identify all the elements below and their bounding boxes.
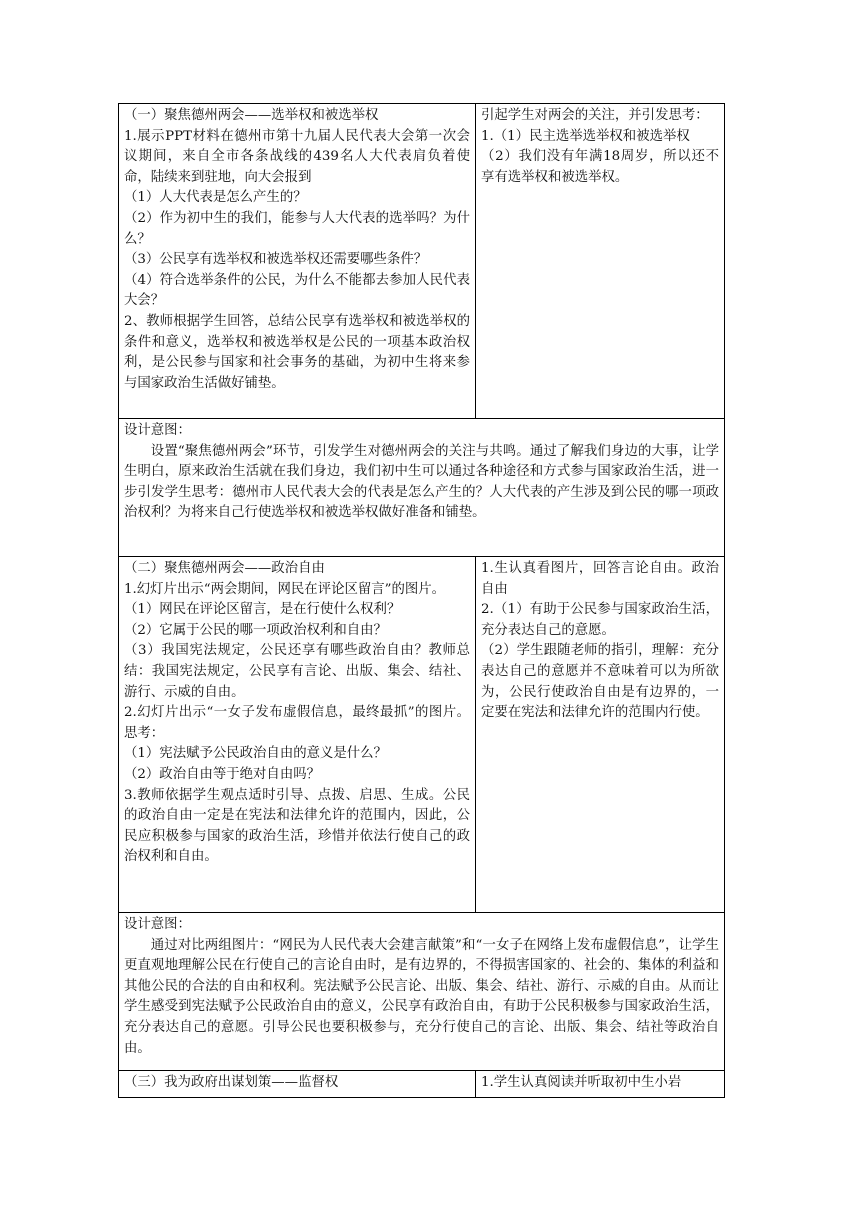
question-item: （4）符合选举条件的公民，为什么不能都去参加人民代表大会？ [124,272,470,309]
design-intent-body: 设置“聚焦德州两会”环节，引发学生对德州两会的关注与共鸣。通过了解我们身边的大事，让学生明白，原来政治生活就在我们身边，我们初中生可以通过各种途径和方式参与国家政治生活，进一步引发学生思考：德州市人民代表大会的代表是怎么产生的？人大代表的产生涉及到公民的哪一项政治权利？为将来自己行使选举权和被选举权做好准备和铺垫。 [124,443,719,521]
question-item: （3）我国宪法规定，公民还享有哪些政治自由？教师总结：我国宪法规定，公民享有言论、出版、集会、结社、游行、示威的自由。 [124,643,470,700]
student-response-cell [476,557,725,913]
activity-text: 2、教师根据学生回答，总结公民享有选举权和被选举权的条件和意义，选举权和被选举权是公民的一项基本政治权利，是公民参与国家和社会事务的基础，为初中生将来参与国家政治生活做好铺垫。 [124,313,470,391]
design-intent-title: 设计意图： [124,423,191,438]
question-item: （1）网民在评论区留言，是在行使什么权利？ [124,602,401,618]
question-item: （3）公民享有选举权和被选举权还需要哪些条件？ [124,252,428,268]
response-text: （2）我们没有年满18周岁，所以还不享有选举权和被选举权。 [481,149,719,185]
response-text: 2.（1）有助于公民参与国家政治生活，充分表达自己的意愿。 [481,602,719,638]
question-item: （2）作为初中生的我们，能参与人大代表的选举吗？为什么？ [124,210,470,247]
section-heading: （二）聚焦德州两会——政治自由 [124,561,325,576]
table-row [119,557,725,913]
lesson-plan-table [118,103,725,1098]
table-row [119,913,725,1071]
design-intent-title: 设计意图： [124,917,191,932]
response-text: 1.（1）民主选举选举权和被选举权 [481,128,690,144]
design-intent-body: 通过对比两组图片：“网民为人民代表大会建言献策”和“一女子在网络上发布虚假信息”，让学生更直观地理解公民在行使自己的言论自由时，是有边界的，不得损害国家的、社会的、集体的利益和其他公民的合法的自由和权利。宪法赋予公民言论、出版、集会、结社、游行、示威的自由。从而让学生感受到宪法赋予公民政治自由的意义，公民享有政治自由，有助于公民积极参与国家政治生活，充分表达自己的意愿。引导公民也要积极参与，充分行使自己的言论、出版、集会、结社等政治自由。 [124,937,719,1056]
response-text: 引起学生对两会的关注，并引发思考： [481,108,709,123]
table-row [119,1071,725,1098]
activity-text: 1.幻灯片出示“两会期间，网民在评论区留言”的图片。 [124,581,446,597]
activity-text: 2.幻灯片出示“一女子发布虚假信息，最终最抓”的图片。思考： [124,705,470,741]
response-text: 1.生认真看图片，回答言论自由。政治自由 [481,561,719,597]
activity-text: 1.展示PPT材料在德州市第十九届人民代表大会第一次会议期间，来自全市各条战线的439名人大代表肩负着使命，陆续来到驻地，向大会报到 [124,128,470,185]
activity-cell [119,557,476,913]
question-item: （1）宪法赋予公民政治自由的意义是什么？ [124,746,387,762]
student-response-cell [476,1071,725,1098]
table-row [119,419,725,557]
section-heading: （三）我为政府出谋划策——监督权 [124,1075,339,1090]
activity-cell [119,1071,476,1098]
student-response-cell [476,104,725,419]
design-intent-cell [119,913,725,1071]
question-item: （2）它属于公民的哪一项政治权利和自由？ [124,622,387,638]
response-text: （2）学生跟随老师的指引，理解：充分表达自己的意愿并不意味着可以为所欲为，公民行使政治自由是有边界的，一定要在宪法和法律允许的范围内行使。 [481,643,719,721]
activity-cell [119,104,476,419]
response-text: 1.学生认真阅读并听取初中生小岩 [481,1075,682,1090]
activity-text: 3.教师依据学生观点适时引导、点拨、启思、生成。公民的政治自由一定是在宪法和法律允许的范围内，因此，公民应积极参与国家的政治生活，珍惜并依法行使自己的政治权利和自由。 [124,787,470,865]
section-heading: （一）聚焦德州两会——选举权和被选举权 [124,108,379,123]
design-intent-cell [119,419,725,557]
table-row [119,104,725,419]
question-item: （1）人大代表是怎么产生的？ [124,190,307,206]
question-item: （2）政治自由等于绝对自由吗？ [124,766,320,782]
